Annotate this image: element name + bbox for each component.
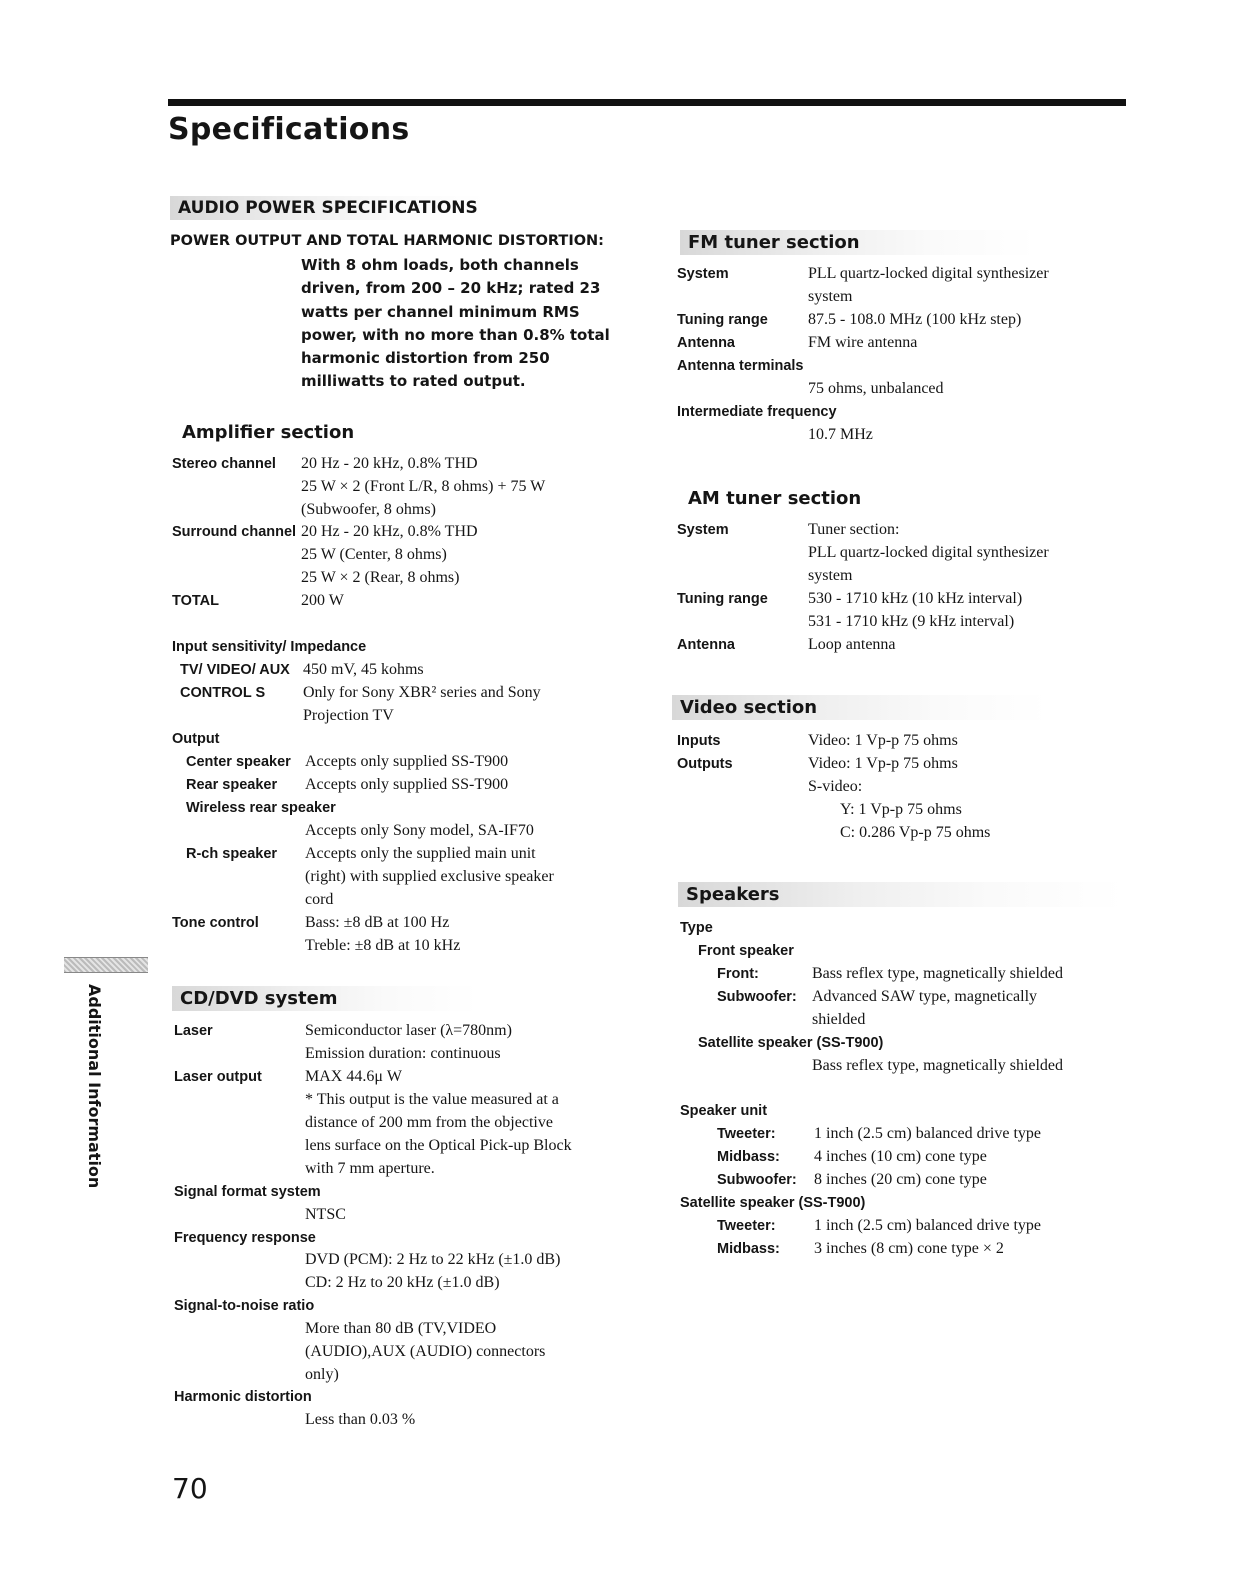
antenna-terminals-label: Antenna terminals [677,358,804,374]
am-system-value: Tuner section: [808,521,900,538]
subwoofer-value: Advanced SAW type, magnetically [812,988,1038,1005]
laser-label: Laser [174,1023,213,1039]
total-value: 200 W [301,592,344,609]
control-s-label: CONTROL S [180,685,266,701]
video-outputs-value: S-video: [808,778,863,795]
satellite-tweeter-value: 1 inch (2.5 cm) balanced drive type [814,1217,1042,1234]
harmonic-distortion-label: Harmonic distortion [174,1389,312,1405]
am-tuning-range-value: 531 - 1710 kHz (9 kHz interval) [808,613,1015,630]
total-label: TOTAL [172,593,219,609]
fm-tuner-heading: FM tuner section [680,230,1036,255]
am-tuner-heading: AM tuner section [688,488,862,509]
side-tab [80,984,104,1214]
rch-speaker-value: cord [305,891,334,908]
subwoofer-label: Subwoofer: [717,989,797,1005]
satellite-midbass-label: Midbass: [717,1241,780,1257]
tweeter-label: Tweeter: [717,1126,776,1142]
fm-system-value: system [808,288,853,305]
stereo-channel-value: 20 Hz - 20 kHz, 0.8% THD [301,455,478,472]
midbass-value: 4 inches (10 cm) cone type [814,1148,987,1165]
laser-value: Emission duration: continuous [305,1045,501,1062]
fm-antenna-value: FM wire antenna [808,334,918,351]
tone-control-label: Tone control [172,915,259,931]
frequency-response-value: CD: 2 Hz to 20 kHz (±1.0 dB) [305,1274,500,1291]
video-heading: Video section [672,695,1048,720]
stereo-channel-value: 25 W × 2 (Front L/R, 8 ohms) + 75 W [301,478,546,495]
surround-channel-value: 20 Hz - 20 kHz, 0.8% THD [301,523,478,540]
output-label: Output [172,731,220,747]
tone-control-value: Treble: ±8 dB at 10 kHz [305,937,461,954]
laser-value: Semiconductor laser (λ=780nm) [305,1022,512,1039]
intermediate-frequency-label: Intermediate frequency [677,404,837,420]
am-system-value: system [808,567,853,584]
snr-label: Signal-to-noise ratio [174,1298,315,1314]
side-tab-marker [64,957,148,973]
front-value: Bass reflex type, magnetically shielded [812,965,1064,982]
audio-power-paragraph: With 8 ohm loads, both channels driven, from 200 – 20 kHz; rated 23 watts per channel minimum RMS power, with no more than 0.8% total harmonic distortion from 250 milliwatts to rated output. [301,256,610,391]
center-speaker-value: Accepts only supplied SS-T900 [305,753,509,770]
satellite-speaker-value: Bass reflex type, magnetically shielded [812,1057,1064,1074]
am-antenna-label: Antenna [677,637,735,653]
frequency-response-value: DVD (PCM): 2 Hz to 22 kHz (±1.0 dB) [305,1251,561,1268]
video-outputs-value: C: 0.286 Vp-p 75 ohms [840,824,991,841]
surround-channel-value: 25 W × 2 (Rear, 8 ohms) [301,569,460,586]
rch-speaker-value: Accepts only the supplied main unit [305,845,536,862]
subwoofer-unit-label: Subwoofer: [717,1172,797,1188]
satellite-unit-label: Satellite speaker (SS-T900) [680,1195,866,1211]
page-title: Specifications [168,112,410,147]
wireless-rear-speaker-value: Accepts only Sony model, SA-IF70 [305,822,534,839]
video-outputs-label: Outputs [677,756,733,772]
subwoofer-unit-value: 8 inches (20 cm) cone type [814,1171,987,1188]
tv-video-aux-value: 450 mV, 45 kohms [303,661,424,678]
am-tuning-range-label: Tuning range [677,591,768,607]
amplifier-heading: Amplifier section [182,422,355,443]
laser-output-note: with 7 mm aperture. [305,1160,435,1177]
am-system-value: PLL quartz-locked digital synthesizer [808,544,1049,561]
snr-value: (AUDIO),AUX (AUDIO) connectors [305,1343,546,1360]
laser-output-note: * This output is the value measured at a [305,1091,559,1108]
snr-value: More than 80 dB (TV,VIDEO [305,1320,497,1337]
tweeter-value: 1 inch (2.5 cm) balanced drive type [814,1125,1042,1142]
top-rule [168,99,1126,106]
laser-output-label: Laser output [174,1069,262,1085]
am-tuning-range-value: 530 - 1710 kHz (10 kHz interval) [808,590,1023,607]
snr-value: only) [305,1366,339,1383]
fm-antenna-label: Antenna [677,335,735,351]
tv-video-aux-label: TV/ VIDEO/ AUX [180,662,290,678]
laser-output-note: lens surface on the Optical Pick-up Block [305,1137,572,1154]
harmonic-distortion-value: Less than 0.03 % [305,1411,416,1428]
page-number: 70 [172,1472,208,1505]
am-antenna-value: Loop antenna [808,636,896,653]
satellite-tweeter-label: Tweeter: [717,1218,776,1234]
intermediate-frequency-value: 10.7 MHz [808,426,873,443]
video-inputs-value: Video: 1 Vp-p 75 ohms [808,732,958,749]
rch-speaker-label: R-ch speaker [186,846,278,862]
wireless-rear-speaker-label: Wireless rear speaker [186,800,336,816]
fm-system-value: PLL quartz-locked digital synthesizer [808,265,1049,282]
video-outputs-value: Video: 1 Vp-p 75 ohms [808,755,958,772]
surround-channel-label: Surround channel [172,524,297,540]
laser-output-note: distance of 200 mm from the objective [305,1114,553,1131]
fm-system-label: System [677,266,729,282]
satellite-speaker-label: Satellite speaker (SS-T900) [698,1035,884,1051]
stereo-channel-value: (Subwoofer, 8 ohms) [301,501,436,518]
frequency-response-label: Frequency response [174,1230,316,1246]
speaker-unit-label: Speaker unit [680,1103,768,1119]
audio-power-heading: AUDIO POWER SPECIFICATIONS [170,196,486,220]
midbass-label: Midbass: [717,1149,780,1165]
surround-channel-value: 25 W (Center, 8 ohms) [301,546,447,563]
fm-tuning-range-value: 87.5 - 108.0 MHz (100 kHz step) [808,311,1022,328]
rear-speaker-label: Rear speaker [186,777,278,793]
center-speaker-label: Center speaker [186,754,291,770]
cd-dvd-heading: CD/DVD system [172,986,478,1011]
am-system-label: System [677,522,729,538]
stereo-channel-label: Stereo channel [172,456,276,472]
input-sensitivity-label: Input sensitivity/ Impedance [172,639,367,655]
audio-power-subheading: POWER OUTPUT AND TOTAL HARMONIC DISTORTION: [170,233,604,249]
front-label: Front: [717,966,759,982]
signal-format-label: Signal format system [174,1184,321,1200]
speakers-heading: Speakers [678,882,1124,907]
control-s-value: Only for Sony XBR² series and Sony [303,684,541,701]
front-speaker-label: Front speaker [698,943,794,959]
type-label: Type [680,920,713,936]
subwoofer-value: shielded [812,1011,866,1028]
satellite-midbass-value: 3 inches (8 cm) cone type × 2 [814,1240,1004,1257]
control-s-value: Projection TV [303,707,394,724]
video-outputs-value: Y: 1 Vp-p 75 ohms [840,801,962,818]
tone-control-value: Bass: ±8 dB at 100 Hz [305,914,450,931]
laser-output-value: MAX 44.6μ W [305,1068,403,1085]
video-inputs-label: Inputs [677,733,721,749]
rear-speaker-value: Accepts only supplied SS-T900 [305,776,509,793]
side-tab-label: Additional Information [85,984,104,1189]
signal-format-value: NTSC [305,1206,346,1223]
fm-tuning-range-label: Tuning range [677,312,768,328]
antenna-terminals-value: 75 ohms, unbalanced [808,380,944,397]
rch-speaker-value: (right) with supplied exclusive speaker [305,868,554,885]
